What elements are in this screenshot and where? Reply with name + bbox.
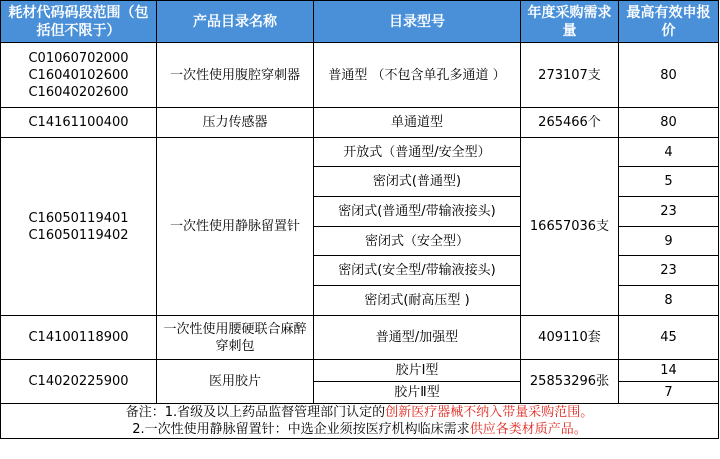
header-product-name: 产品目录名称 xyxy=(157,1,314,43)
max-price-cell: 4 xyxy=(619,138,719,167)
product-code: C16040102600 xyxy=(28,67,129,83)
model-cell: 密闭式（安全型） xyxy=(314,227,521,256)
note-2-highlight: 供应各类材质产品。 xyxy=(469,422,587,437)
model-cell: 胶片Ⅰ型 xyxy=(314,360,521,382)
model-cell: 密闭式(普通型/带输液接头) xyxy=(314,197,521,227)
max-price-cell: 9 xyxy=(619,227,719,256)
code-range-cell xyxy=(1,108,157,138)
notes-row xyxy=(1,404,719,439)
model-cell: 胶片Ⅱ型 xyxy=(314,382,521,404)
annual-volume-cell: 16657036支 xyxy=(521,138,619,316)
max-price-cell: 80 xyxy=(619,43,719,108)
note-1-text: 备注：1.省级及以上药品监督管理部门认定的 xyxy=(125,405,386,420)
code-range-cell xyxy=(1,360,157,404)
product-name-cell: 一次性使用腰硬联合麻醉穿刺包 xyxy=(157,316,314,360)
model-cell: 开放式（普通型/安全型） xyxy=(314,138,521,167)
table-row xyxy=(1,360,719,382)
product-code: C16050119402 xyxy=(28,227,129,243)
max-price-cell: 45 xyxy=(619,316,719,360)
annual-volume-cell: 25853296张 xyxy=(521,360,619,404)
code-range-cell xyxy=(1,316,157,360)
model-cell: 普通型/加强型 xyxy=(314,316,521,360)
product-code: C14100118900 xyxy=(28,330,129,345)
note-line-1 xyxy=(4,404,715,421)
max-price-cell: 23 xyxy=(619,256,719,286)
product-code: C16040202600 xyxy=(28,84,129,100)
max-price-cell: 7 xyxy=(619,382,719,404)
note-line-2 xyxy=(4,421,715,438)
max-price-cell: 23 xyxy=(619,197,719,227)
header-row xyxy=(1,1,719,43)
model-cell: 普通型 （不包含单孔多通道 ） xyxy=(314,43,521,108)
product-name-cell: 一次性使用静脉留置针 xyxy=(157,138,314,316)
max-price-cell: 80 xyxy=(619,108,719,138)
header-model: 目录型号 xyxy=(314,1,521,43)
table-row xyxy=(1,43,719,108)
table-row xyxy=(1,108,719,138)
max-price-cell: 8 xyxy=(619,286,719,316)
product-code: C01060702000 xyxy=(28,50,129,66)
product-name-cell: 一次性使用腹腔穿刺器 xyxy=(157,43,314,108)
product-code: C16050119401 xyxy=(28,210,129,226)
model-cell: 密闭式(耐高压型 ) xyxy=(314,286,521,316)
header-max-price: 最高有效申报价 xyxy=(619,1,719,43)
table-row xyxy=(1,316,719,360)
product-name-cell: 医用胶片 xyxy=(157,360,314,404)
annual-volume-cell: 409110套 xyxy=(521,316,619,360)
model-cell: 密闭式(普通型) xyxy=(314,167,521,197)
code-range-cell xyxy=(1,43,157,108)
code-range-cell xyxy=(1,138,157,316)
note-1-highlight: 创新医疗器械不纳入带量采购范围。 xyxy=(385,405,594,420)
header-annual-volume: 年度采购需求量 xyxy=(521,1,619,43)
max-price-cell: 14 xyxy=(619,360,719,382)
annual-volume-cell: 265466个 xyxy=(521,108,619,138)
annual-volume-cell: 273107支 xyxy=(521,43,619,108)
table-row xyxy=(1,138,719,167)
product-code: C14161100400 xyxy=(28,115,129,130)
product-name-cell: 压力传感器 xyxy=(157,108,314,138)
notes-cell xyxy=(1,404,719,439)
note-2-text: 2.一次性使用静脉留置针：中选企业须按医疗机构临床需求 xyxy=(132,422,470,437)
model-cell: 单通道型 xyxy=(314,108,521,138)
product-code: C14020225900 xyxy=(28,374,129,389)
model-cell: 密闭式(安全型/带输液接头) xyxy=(314,256,521,286)
header-code-range: 耗材代码码段范围（包括但不限于） xyxy=(1,1,157,43)
max-price-cell: 5 xyxy=(619,167,719,197)
